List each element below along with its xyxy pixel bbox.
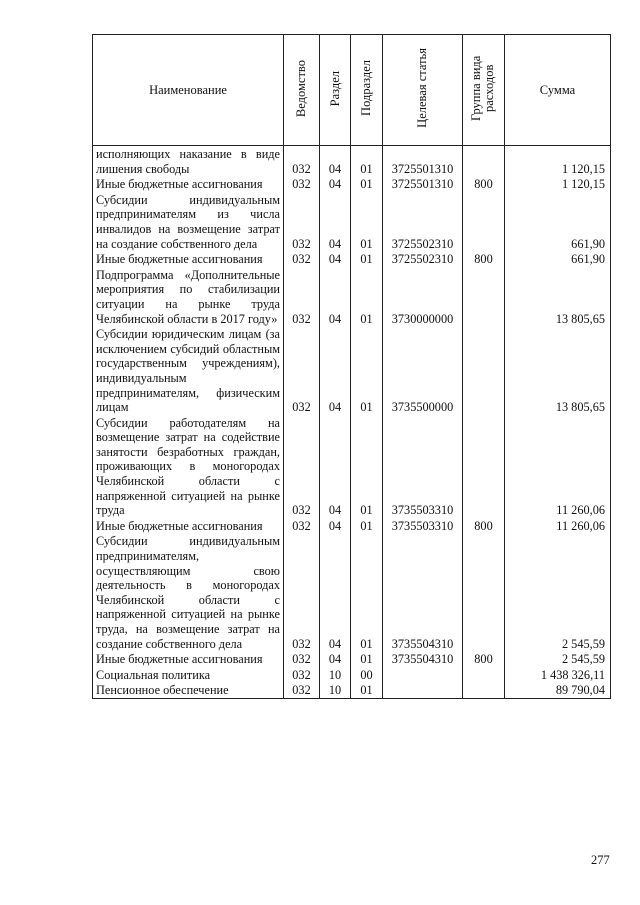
header-name — [93, 35, 284, 146]
table-row — [93, 667, 611, 683]
cell-summa-value: 13 805,65 — [555, 311, 605, 326]
table-row — [93, 146, 611, 177]
cell-summa-value: 2 545,59 — [561, 636, 605, 651]
cell-vedomstvo — [284, 176, 320, 192]
cell-summa — [505, 267, 611, 326]
cell-name — [93, 251, 284, 267]
cell-vedomstvo — [284, 651, 320, 667]
cell-podrazdel-value: 01 — [360, 161, 373, 176]
cell-podrazdel — [351, 176, 383, 192]
cell-celevaya — [383, 251, 463, 267]
cell-celevaya-value: 3725501310 — [391, 177, 454, 192]
cell-vedomstvo — [284, 682, 320, 698]
cell-name-text: Социальная политика — [96, 667, 211, 682]
cell-celevaya-value: 3735504310 — [391, 652, 454, 667]
cell-name — [93, 533, 284, 651]
cell-name — [93, 267, 284, 326]
cell-gruppa — [463, 518, 505, 534]
cell-name-text: Пенсионное обеспечение — [96, 683, 229, 698]
cell-summa — [505, 251, 611, 267]
cell-vedomstvo-value: 032 — [292, 311, 311, 326]
cell-vedomstvo — [284, 533, 320, 651]
cell-razdel-value: 10 — [328, 683, 342, 698]
cell-vedomstvo-value: 032 — [292, 400, 311, 415]
table-row — [93, 415, 611, 518]
table-row — [93, 518, 611, 534]
cell-vedomstvo — [284, 415, 320, 518]
cell-vedomstvo-value: 032 — [292, 503, 311, 518]
cell-razdel — [320, 518, 351, 534]
cell-celevaya-value: 3730000000 — [391, 311, 454, 326]
cell-razdel-value: 04 — [328, 177, 342, 192]
budget-table — [92, 34, 611, 699]
cell-razdel — [320, 251, 351, 267]
cell-razdel — [320, 651, 351, 667]
cell-gruppa — [463, 146, 505, 177]
cell-razdel-value: 10 — [328, 667, 342, 682]
cell-vedomstvo — [284, 267, 320, 326]
cell-summa-value: 2 545,59 — [561, 652, 605, 667]
header-razdel-label: Раздел — [327, 70, 342, 106]
cell-celevaya — [383, 267, 463, 326]
cell-razdel-value: 04 — [328, 636, 342, 651]
header-summa — [505, 35, 611, 146]
cell-summa — [505, 146, 611, 177]
cell-celevaya-value: 3725502310 — [391, 236, 454, 251]
cell-razdel — [320, 533, 351, 651]
cell-gruppa — [463, 533, 505, 651]
cell-summa — [505, 651, 611, 667]
cell-gruppa — [463, 267, 505, 326]
cell-name-text: исполняющих наказание в виде лишения свободы — [96, 147, 280, 176]
cell-podrazdel-value: 01 — [360, 636, 373, 651]
cell-razdel-value: 04 — [328, 161, 342, 176]
cell-vedomstvo — [284, 326, 320, 415]
table-row — [93, 651, 611, 667]
cell-podrazdel — [351, 267, 383, 326]
cell-name — [93, 192, 284, 251]
header-name-label: Наименование — [149, 82, 227, 97]
cell-summa — [505, 533, 611, 651]
table-row — [93, 192, 611, 251]
cell-summa — [505, 176, 611, 192]
cell-celevaya — [383, 146, 463, 177]
cell-podrazdel-value: 01 — [360, 503, 373, 518]
cell-razdel — [320, 146, 351, 177]
header-celevaya — [383, 35, 463, 146]
cell-podrazdel-value: 01 — [360, 683, 373, 698]
cell-gruppa — [463, 192, 505, 251]
cell-celevaya-value: 3735504310 — [391, 636, 454, 651]
cell-celevaya-value: 3735503310 — [391, 518, 454, 533]
cell-razdel — [320, 176, 351, 192]
cell-summa — [505, 192, 611, 251]
table-row — [93, 267, 611, 326]
cell-podrazdel — [351, 326, 383, 415]
cell-podrazdel — [351, 192, 383, 251]
cell-name-text: Субсидии индивидуальным предпринимателям из числа инвалидов на возмещение затрат на создание собственного дела — [96, 192, 280, 251]
cell-name — [93, 146, 284, 177]
cell-name-text: Иные бюджетные ассигнования — [96, 518, 263, 533]
cell-celevaya — [383, 518, 463, 534]
cell-name-text: Иные бюджетные ассигнования — [96, 177, 263, 192]
cell-name — [93, 176, 284, 192]
cell-summa-value: 11 260,06 — [556, 518, 605, 533]
cell-razdel-value: 04 — [328, 311, 342, 326]
cell-celevaya — [383, 326, 463, 415]
header-summa-label: Сумма — [539, 82, 576, 97]
cell-podrazdel — [351, 667, 383, 683]
cell-razdel-value: 04 — [328, 400, 342, 415]
cell-vedomstvo — [284, 251, 320, 267]
cell-name — [93, 651, 284, 667]
cell-podrazdel-value: 01 — [360, 400, 373, 415]
cell-gruppa-value: 800 — [474, 252, 493, 267]
header-celevaya-label: Целевая статья — [415, 48, 429, 129]
cell-celevaya — [383, 533, 463, 651]
cell-podrazdel-value: 01 — [360, 252, 373, 267]
cell-podrazdel-value: 01 — [360, 652, 373, 667]
header-vedomstvo-label: Ведомство — [294, 59, 308, 117]
cell-vedomstvo — [284, 667, 320, 683]
cell-name-text: Иные бюджетные ассигнования — [96, 652, 263, 667]
cell-celevaya-value: 3725501310 — [391, 161, 454, 176]
cell-podrazdel — [351, 533, 383, 651]
cell-celevaya-value: 3735503310 — [391, 503, 454, 518]
cell-podrazdel — [351, 518, 383, 534]
cell-razdel-value: 04 — [328, 252, 342, 267]
cell-vedomstvo — [284, 192, 320, 251]
cell-razdel — [320, 192, 351, 251]
cell-gruppa — [463, 251, 505, 267]
cell-name-text: Субсидии работодателям на возмещение затрат на содействие занятости безработных граждан, проживающих в моногородах Челябинской области с напряженной ситуацией на рынке труда — [96, 415, 280, 518]
cell-vedomstvo-value: 032 — [292, 667, 311, 682]
cell-name-text: Подпрограмма «Дополнительные мероприятия по стабилизации ситуации на рынке труда Челябинской области в 2017 году» — [96, 267, 280, 326]
cell-summa-value: 1 120,15 — [561, 177, 605, 192]
header-vedomstvo — [284, 35, 320, 146]
cell-vedomstvo-value: 032 — [292, 236, 311, 251]
cell-razdel — [320, 267, 351, 326]
cell-razdel — [320, 682, 351, 698]
cell-summa-value: 13 805,65 — [555, 400, 605, 415]
cell-name-text: Иные бюджетные ассигнования — [96, 252, 263, 267]
cell-gruppa — [463, 176, 505, 192]
cell-vedomstvo-value: 032 — [292, 161, 311, 176]
cell-vedomstvo-value: 032 — [292, 652, 311, 667]
cell-vedomstvo-value: 032 — [292, 683, 311, 698]
cell-podrazdel — [351, 682, 383, 698]
header-podrazdel-label: Подраздел — [359, 60, 373, 117]
cell-summa-value: 1 438 326,11 — [540, 667, 605, 682]
cell-summa — [505, 667, 611, 683]
cell-celevaya — [383, 176, 463, 192]
cell-name — [93, 682, 284, 698]
cell-vedomstvo — [284, 518, 320, 534]
cell-summa-value: 11 260,06 — [556, 503, 605, 518]
cell-vedomstvo-value: 032 — [292, 518, 311, 533]
cell-razdel — [320, 667, 351, 683]
cell-gruppa-value: 800 — [474, 652, 493, 667]
cell-podrazdel-value: 00 — [360, 667, 373, 682]
cell-vedomstvo — [284, 146, 320, 177]
cell-gruppa-value: 800 — [474, 177, 493, 192]
cell-celevaya — [383, 651, 463, 667]
cell-podrazdel — [351, 415, 383, 518]
cell-celevaya — [383, 415, 463, 518]
cell-razdel — [320, 326, 351, 415]
cell-razdel-value: 04 — [328, 503, 342, 518]
cell-summa — [505, 682, 611, 698]
cell-podrazdel — [351, 146, 383, 177]
cell-name — [93, 667, 284, 683]
cell-summa-value: 661,90 — [571, 252, 605, 267]
cell-summa — [505, 415, 611, 518]
cell-podrazdel-value: 01 — [360, 177, 373, 192]
cell-summa-value: 89 790,04 — [555, 683, 605, 698]
cell-razdel-value: 04 — [328, 652, 342, 667]
cell-gruppa — [463, 682, 505, 698]
page-number: 277 — [591, 853, 610, 867]
cell-podrazdel-value: 01 — [360, 236, 373, 251]
table-header-row — [93, 35, 611, 146]
cell-podrazdel-value: 01 — [360, 518, 373, 533]
cell-celevaya — [383, 192, 463, 251]
cell-gruppa — [463, 415, 505, 518]
cell-name — [93, 518, 284, 534]
cell-name — [93, 415, 284, 518]
cell-celevaya — [383, 667, 463, 683]
header-gruppa — [463, 35, 505, 146]
cell-razdel — [320, 415, 351, 518]
cell-gruppa — [463, 667, 505, 683]
cell-name-text: Субсидии индивидуальным предпринимателям, осуществляющим свою деятельность в моногородах Челябинской области с напряженной ситуацией на рынке труда, на возмещение затрат на создание собственного дела — [96, 534, 280, 651]
cell-summa — [505, 518, 611, 534]
cell-vedomstvo-value: 032 — [292, 252, 311, 267]
cell-name — [93, 326, 284, 415]
cell-celevaya — [383, 682, 463, 698]
cell-celevaya-value: 3735500000 — [391, 400, 454, 415]
cell-razdel-value: 04 — [328, 236, 342, 251]
cell-gruppa — [463, 326, 505, 415]
cell-gruppa-value: 800 — [474, 518, 493, 533]
cell-podrazdel — [351, 251, 383, 267]
header-gruppa-label: Группа вида расходов — [468, 55, 496, 121]
cell-gruppa — [463, 651, 505, 667]
cell-summa — [505, 326, 611, 415]
cell-podrazdel — [351, 651, 383, 667]
header-razdel — [320, 35, 351, 146]
table-row — [93, 176, 611, 192]
cell-summa-value: 661,90 — [571, 236, 605, 251]
table-row — [93, 682, 611, 698]
cell-podrazdel-value: 01 — [360, 311, 373, 326]
cell-vedomstvo-value: 032 — [292, 177, 311, 192]
cell-vedomstvo-value: 032 — [292, 636, 311, 651]
cell-name-text: Субсидии юридическим лицам (за исключением субсидий областным государственным учреждениям), индивидуальным предпринимателям, физическим лицам — [96, 327, 280, 415]
header-podrazdel — [351, 35, 383, 146]
table-row — [93, 326, 611, 415]
cell-summa-value: 1 120,15 — [561, 161, 605, 176]
cell-celevaya-value: 3725502310 — [391, 252, 454, 267]
table-row — [93, 533, 611, 651]
table-row — [93, 251, 611, 267]
cell-razdel-value: 04 — [328, 518, 342, 533]
